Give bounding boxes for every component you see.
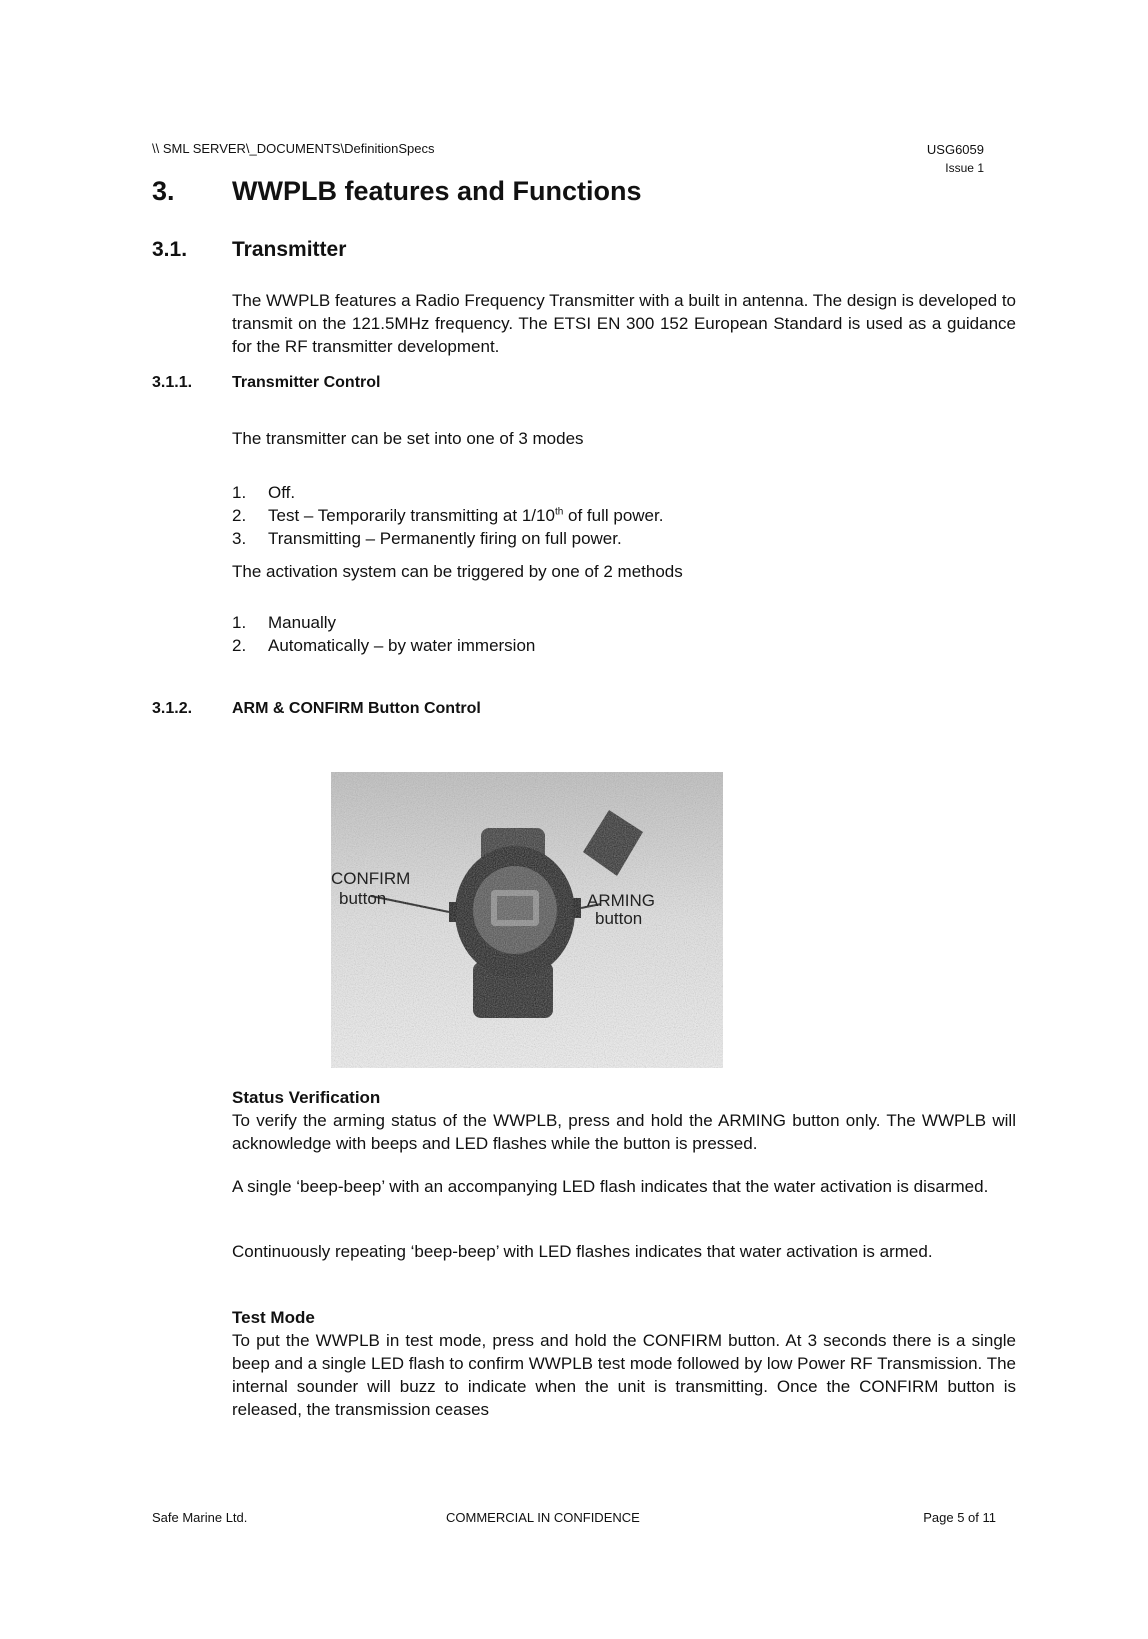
test-mode-heading: Test Mode <box>232 1308 315 1327</box>
section-number: 3.1. <box>152 238 188 261</box>
confirm-label-2: button <box>339 889 387 908</box>
list-item: 3. Transmitting – Permanently firing on full power. <box>232 529 622 548</box>
section-title: ARM & CONFIRM Button Control <box>232 700 481 717</box>
list-item: 1. Manually <box>232 613 337 632</box>
header-doc-id <box>927 141 984 177</box>
transmitter-paragraph: The WWPLB features a Radio Frequency Transmitter with a built in antenna. The design is developed to transmit on the 121.5MHz frequency. The ETSI EN 300 152 European Standard is used as a guidance for the RF transmitter development. <box>232 291 1016 356</box>
list-item: 2. Automatically – by water immersion <box>232 636 536 655</box>
test-mode-paragraph: To put the WWPLB in test mode, press and hold the CONFIRM button. At 3 seconds there is a single beep and a single LED flash to confirm WWPLB test mode followed by low Power RF Transmission. The internal sounder will buzz to indicate when the unit is transmitting. Once the CONFIRM button is released, the transmission ceases <box>232 1331 1016 1419</box>
section-number: 3.1.1. <box>152 374 193 391</box>
status-paragraph-3: Continuously repeating ‘beep-beep’ with LED flashes indicates that water activation is armed. <box>232 1242 933 1261</box>
section-number: 3.1.2. <box>152 700 193 717</box>
status-verification-heading: Status Verification <box>232 1088 381 1107</box>
header-path: \\ SML SERVER\_DOCUMENTS\DefinitionSpecs <box>152 141 435 156</box>
section-3-1-heading <box>152 238 346 262</box>
doc-id: USG6059 <box>926 142 984 157</box>
list-item: 2. Test – Temporarily transmitting at 1/10th of full power. <box>232 506 664 525</box>
doc-issue: Issue 1 <box>945 161 984 175</box>
methods-intro: The activation system can be triggered by one of 2 methods <box>232 562 683 581</box>
status-paragraph-2: A single ‘beep-beep’ with an accompanying LED flash indicates that the water activation is disarmed. <box>232 1177 989 1196</box>
status-paragraph-1: To verify the arming status of the WWPLB, press and hold the ARMING button only. The WWPLB will acknowledge with beeps and LED flashes while the button is pressed. <box>232 1111 1016 1153</box>
arming-label: ARMING <box>587 891 655 910</box>
footer-company: Safe Marine Ltd. <box>152 1510 248 1525</box>
footer-page-number: Page 5 of 11 <box>923 1510 996 1525</box>
section-title: Transmitter <box>232 238 347 261</box>
methods-list <box>232 611 535 657</box>
confirm-label: CONFIRM <box>331 869 411 888</box>
modes-list <box>232 481 663 550</box>
section-3-1-2-heading <box>152 700 481 718</box>
section-title: WWPLB features and Functions <box>232 176 642 206</box>
device-photo <box>331 772 723 1068</box>
section-number: 3. <box>152 176 175 206</box>
section-3-1-1-heading <box>152 374 380 392</box>
arming-label-2: button <box>595 909 643 928</box>
section-3-heading <box>152 176 642 207</box>
footer-confidential: COMMERCIAL IN CONFIDENCE <box>446 1510 640 1525</box>
list-item: 1. Off. <box>232 483 296 502</box>
modes-intro: The transmitter can be set into one of 3 modes <box>232 429 584 448</box>
watch-device-image <box>331 772 723 1068</box>
section-title: Transmitter Control <box>232 374 381 391</box>
